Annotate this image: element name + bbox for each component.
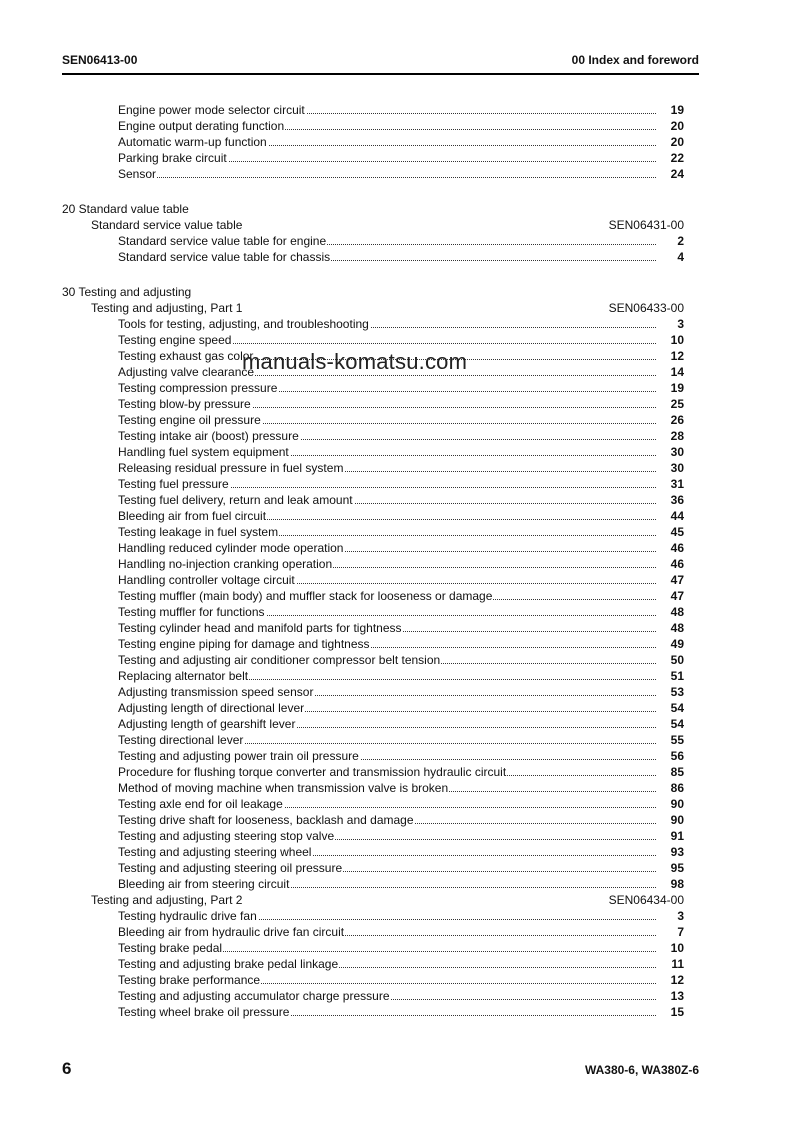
- toc-entry[interactable]: [62, 444, 684, 460]
- toc-entry-title: Procedure for flushing torque converter and transmission hydraulic circuit: [118, 765, 507, 779]
- toc-entry[interactable]: [62, 316, 684, 332]
- toc-entry-page: 24: [670, 167, 684, 181]
- toc-entry[interactable]: [62, 476, 684, 492]
- toc-entry-page: 93: [670, 845, 684, 859]
- doc-code: SEN06434-00: [608, 893, 684, 907]
- toc-entry[interactable]: [62, 1004, 684, 1020]
- toc-entry-title: Testing intake air (boost) pressure: [118, 429, 299, 443]
- toc-entry-page: 85: [670, 765, 684, 779]
- toc-entry[interactable]: [62, 972, 684, 988]
- toc-entry-page: 56: [670, 749, 684, 763]
- toc-entry[interactable]: [62, 428, 684, 444]
- toc-entry-title: Automatic warm-up function: [118, 135, 267, 149]
- toc-entry-page: 51: [670, 669, 684, 683]
- toc-entry-page: 50: [670, 653, 684, 667]
- toc-entry[interactable]: [62, 572, 684, 588]
- continued-items: [62, 102, 684, 182]
- toc-entry-page: 45: [670, 525, 684, 539]
- toc-entry-title: Testing and adjusting steering stop valve: [118, 829, 335, 843]
- toc-entry-title: Engine power mode selector circuit: [118, 103, 305, 117]
- toc-entry-page: 26: [670, 413, 684, 427]
- toc-entry-title: Testing muffler for functions: [118, 605, 265, 619]
- toc-entry-title: Adjusting valve clearance: [118, 365, 255, 379]
- toc-entry-page: 13: [670, 989, 684, 1003]
- toc-entry-title: Releasing residual pressure in fuel system: [118, 461, 344, 475]
- toc-entry-page: 36: [670, 493, 684, 507]
- toc-entry-page: 7: [677, 925, 684, 939]
- toc-entry-title: Handling fuel system equipment: [118, 445, 289, 459]
- page-footer: [62, 1059, 699, 1081]
- toc-entry-title: Handling no-injection cranking operation: [118, 557, 333, 571]
- toc-entry-page: 48: [670, 621, 684, 635]
- toc-entry[interactable]: [62, 524, 684, 540]
- toc-entry[interactable]: [62, 844, 684, 860]
- toc-entry-title: Bleeding air from hydraulic drive fan circuit: [118, 925, 345, 939]
- section-20-heading[interactable]: 20 Standard value table: [62, 202, 189, 216]
- toc-entry-page: 48: [670, 605, 684, 619]
- dot-leader: [118, 176, 656, 178]
- toc-entry-title: Method of moving machine when transmission valve is broken: [118, 781, 449, 795]
- toc-entry-title: Testing engine oil pressure: [118, 413, 261, 427]
- toc-entry-title: Testing exhaust gas color: [118, 349, 254, 363]
- toc-entry-page: 25: [670, 397, 684, 411]
- toc-entry-title: Parking brake circuit: [118, 151, 227, 165]
- toc-entry[interactable]: [62, 396, 684, 412]
- toc-entry[interactable]: [62, 460, 684, 476]
- toc-entry-title: Standard service value table for engine: [118, 234, 327, 248]
- toc-entry[interactable]: [62, 556, 684, 572]
- toc-entry[interactable]: [62, 812, 684, 828]
- doc-code: SEN06413-00: [62, 53, 138, 67]
- toc-entry-title: Testing wheel brake oil pressure: [118, 1005, 290, 1019]
- toc-entry-page: 20: [670, 119, 684, 133]
- toc-entry-title: Standard service value table for chassis: [118, 250, 331, 264]
- toc-entry-title: Testing and adjusting power train oil pressure: [118, 749, 359, 763]
- toc-entry[interactable]: [62, 166, 684, 182]
- toc-entry-page: 22: [670, 151, 684, 165]
- toc-entry[interactable]: [62, 940, 684, 956]
- toc-entry[interactable]: [62, 604, 684, 620]
- toc-entry-title: Testing drive shaft for looseness, backlash and damage: [118, 813, 414, 827]
- toc-entry-title: Testing and adjusting steering oil pressure: [118, 861, 343, 875]
- toc-entry[interactable]: [62, 620, 684, 636]
- toc-entry-title: Testing axle end for oil leakage: [118, 797, 283, 811]
- toc-entry[interactable]: [62, 233, 684, 249]
- toc-entry-title: Bleeding air from fuel circuit: [118, 509, 267, 523]
- toc-entry-title: Testing hydraulic drive fan: [118, 909, 257, 923]
- toc-entry-page: 55: [670, 733, 684, 747]
- toc-entry-title: Testing leakage in fuel system: [118, 525, 279, 539]
- toc-entry-title: Testing engine piping for damage and tightness: [118, 637, 370, 651]
- toc-entry-title: Tools for testing, adjusting, and troubleshooting: [118, 317, 369, 331]
- section-title: 00 Index and foreword: [571, 53, 699, 67]
- toc-entry[interactable]: [62, 684, 684, 700]
- toc-entry-page: 30: [670, 461, 684, 475]
- toc-entry-title: Handling reduced cylinder mode operation: [118, 541, 344, 555]
- model-name: WA380-6, WA380Z-6: [584, 1063, 699, 1077]
- toc-entry-page: 54: [670, 701, 684, 715]
- toc-entry-page: 2: [677, 234, 684, 248]
- subsection-part-2[interactable]: Testing and adjusting, Part 2 SEN06434-00: [91, 893, 684, 907]
- toc-entry-page: 90: [670, 813, 684, 827]
- toc-entry[interactable]: [62, 988, 684, 1004]
- toc-entry[interactable]: [62, 876, 684, 892]
- toc-entry[interactable]: [62, 636, 684, 652]
- toc-entry-page: 31: [670, 477, 684, 491]
- toc-entry[interactable]: [62, 764, 684, 780]
- toc-entry-page: 91: [670, 829, 684, 843]
- toc-entry-page: 3: [677, 909, 684, 923]
- toc-entry[interactable]: [62, 134, 684, 150]
- toc-entry-page: 44: [670, 509, 684, 523]
- toc-entry-page: 53: [670, 685, 684, 699]
- toc-entry-page: 46: [670, 541, 684, 555]
- toc-entry[interactable]: [62, 249, 684, 265]
- page-header: [62, 53, 699, 73]
- toc-entry[interactable]: [62, 924, 684, 940]
- toc-entry-title: Testing blow-by pressure: [118, 397, 251, 411]
- toc-entry-page: 47: [670, 589, 684, 603]
- toc-entry[interactable]: [62, 380, 684, 396]
- toc-entry-page: 28: [670, 429, 684, 443]
- toc-entry-page: 12: [670, 973, 684, 987]
- toc-entry[interactable]: [62, 652, 684, 668]
- toc-entry[interactable]: [62, 860, 684, 876]
- toc-entry[interactable]: [62, 332, 684, 348]
- toc-entry-title: Testing and adjusting steering wheel: [118, 845, 312, 859]
- toc-entry-page: 19: [670, 103, 684, 117]
- toc-entry[interactable]: [62, 796, 684, 812]
- doc-code: SEN06433-00: [608, 301, 684, 315]
- toc-entry-title: Testing and adjusting brake pedal linkage: [118, 957, 339, 971]
- toc-entry[interactable]: [62, 540, 684, 556]
- toc-entry-page: 54: [670, 717, 684, 731]
- toc-entry-page: 46: [670, 557, 684, 571]
- toc-entry-page: 4: [677, 250, 684, 264]
- toc-entry-page: 90: [670, 797, 684, 811]
- toc-entry[interactable]: [62, 748, 684, 764]
- toc-entry-title: Adjusting length of gearshift lever: [118, 717, 296, 731]
- toc-entry[interactable]: [62, 780, 684, 796]
- toc-entry-page: 30: [670, 445, 684, 459]
- toc-entry-page: 20: [670, 135, 684, 149]
- toc-entry-page: 10: [670, 941, 684, 955]
- toc-entry[interactable]: [62, 700, 684, 716]
- toc-entry[interactable]: [62, 732, 684, 748]
- toc-entry-title: Testing brake pedal: [118, 941, 223, 955]
- watermark: manuals-komatsu.com: [242, 349, 468, 374]
- toc-entry-title: Adjusting length of directional lever: [118, 701, 305, 715]
- toc-entry-page: 12: [670, 349, 684, 363]
- toc-entry[interactable]: [62, 716, 684, 732]
- part-1-items: [62, 316, 684, 892]
- toc-entry[interactable]: [62, 588, 684, 604]
- toc-entry-page: 47: [670, 573, 684, 587]
- section-30-heading[interactable]: 30 Testing and adjusting: [62, 285, 192, 299]
- toc-entry-title: Testing engine speed: [118, 333, 232, 347]
- toc-entry[interactable]: [62, 492, 684, 508]
- toc-entry[interactable]: [62, 828, 684, 844]
- toc-entry-title: Replacing alternator belt: [118, 669, 249, 683]
- toc-entry[interactable]: [62, 908, 684, 924]
- toc-entry-title: Testing compression pressure: [118, 381, 278, 395]
- toc-entry-page: 95: [670, 861, 684, 875]
- toc-entry[interactable]: [62, 150, 684, 166]
- toc-entry-title: Testing cylinder head and manifold parts for tightness: [118, 621, 402, 635]
- toc-entry-title: Testing fuel pressure: [118, 477, 229, 491]
- toc-entry-title: Testing directional lever: [118, 733, 244, 747]
- toc-entry-title: Sensor: [118, 167, 157, 181]
- toc-entry-title: Bleeding air from steering circuit: [118, 877, 290, 891]
- toc-entry-page: 3: [677, 317, 684, 331]
- table-of-contents: [62, 102, 684, 1020]
- toc-entry-page: 14: [670, 365, 684, 379]
- toc-entry-page: 10: [670, 333, 684, 347]
- toc-entry[interactable]: [62, 118, 684, 134]
- subsection-part-1[interactable]: Testing and adjusting, Part 1 SEN06433-00: [91, 301, 684, 315]
- toc-entry-page: 98: [670, 877, 684, 891]
- toc-entry-page: 86: [670, 781, 684, 795]
- toc-entry-title: Testing and adjusting air conditioner compressor belt tension: [118, 653, 441, 667]
- section-20-items: [62, 233, 684, 265]
- toc-entry-title: Testing fuel delivery, return and leak amount: [118, 493, 353, 507]
- page-number: 6: [62, 1059, 72, 1078]
- toc-entry[interactable]: [62, 102, 684, 118]
- toc-entry[interactable]: [62, 508, 684, 524]
- toc-entry-page: 49: [670, 637, 684, 651]
- part-2-items: [62, 908, 684, 1020]
- toc-entry-page: 11: [671, 957, 684, 971]
- toc-entry-title: Testing brake performance: [118, 973, 261, 987]
- header-rule: [62, 73, 699, 75]
- toc-entry-title: Handling controller voltage circuit: [118, 573, 295, 587]
- toc-entry[interactable]: [62, 668, 684, 684]
- toc-entry-page: 19: [670, 381, 684, 395]
- toc-entry-title: Testing and adjusting accumulator charge pressure: [118, 989, 390, 1003]
- doc-code: SEN06431-00: [608, 218, 684, 232]
- toc-entry-page: 15: [670, 1005, 684, 1019]
- toc-entry-title: Adjusting transmission speed sensor: [118, 685, 314, 699]
- toc-entry[interactable]: [62, 412, 684, 428]
- toc-entry-title: Testing muffler (main body) and muffler stack for looseness or damage: [118, 589, 493, 603]
- toc-entry-title: Engine output derating function: [118, 119, 285, 133]
- subsection-standard-service-value-table[interactable]: Standard service value table SEN06431-00: [91, 218, 684, 232]
- toc-entry[interactable]: [62, 956, 684, 972]
